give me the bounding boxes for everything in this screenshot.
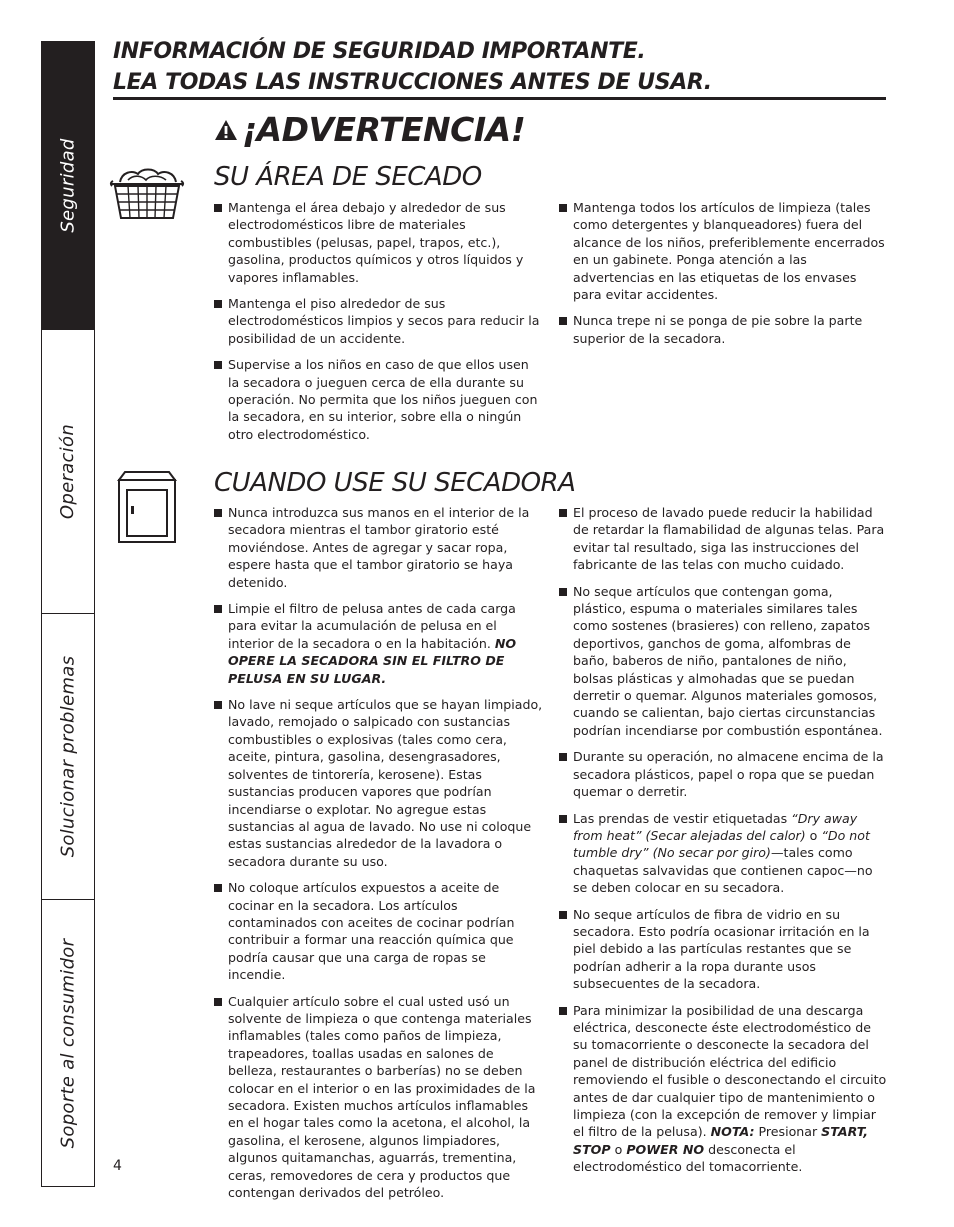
section-title-area-de-secado: SU ÁREA DE SECADO <box>214 162 482 192</box>
list-item: El proceso de lavado puede reducir la habilidad de retardar la flamabilidad de algunas telas. Para evitar tal resultado, siga las instrucciones del fabricante de las telas con mucho cuidado. <box>559 504 889 574</box>
list-item: No seque artículos que contengan goma, plástico, espuma o materiales similares tales como sostenes (brasieres) con relleno, zapatos deportivos, ganchos de goma, alfombras de baño, baberos de niño, pantalones de niño, bolsas plásticas y almohadas que se puedan derretir o quemar. Algunos materiales gomosos, cuando se calientan, bajo ciertas circunstancias podrían incendiarse por combustión espontánea. <box>559 583 889 740</box>
tab-operacion[interactable]: Operación <box>42 330 94 614</box>
list-item: Para minimizar la posibilidad de una descarga eléctrica, desconecte éste electrodoméstico de su tomacorriente o desconecte la secadora del panel de distribución eléctrica del edificio removiendo el fusible o desconectando el circuito antes de dar cualquier tipo de mantenimiento o limpieza (con la excepción de remover y limpiar el filtro de la pelusa). NOTA: Presionar START, STOP o POWER NO desconecta el electrodoméstico del tomacorriente. <box>559 1002 889 1176</box>
list-item: Limpie el filtro de pelusa antes de cada carga para evitar la acumulación de pelusa en el interior de la secadora o en la habitación. NO OPERE LA SECADORA SIN EL FILTRO DE PELUSA EN SU LUGAR. <box>214 600 544 687</box>
list-item: No lave ni seque artículos que se hayan limpiado, lavado, remojado o salpicado con sustancias combustibles o explosivas (tales como cera, aceite, pintura, gasolina, desengrasadores, solventes de tintorería, kerosene). Estas sustancias producen vapores que podrían incendiarse o explotar. No agregue estas sustancias al agua de lavado. No use ni coloque estas sustancias alrededor de la lavadora o secadora durante su uso. <box>214 696 544 870</box>
list-item: Las prendas de vestir etiquetadas “Dry away from heat” (Secar alejadas del calor) o “Do not tumble dry” (No secar por giro)—tales como chaquetas salvavidas que contienen capoc—no se deben colocar en su secadora. <box>559 810 889 897</box>
list-item: Durante su operación, no almacene encima de la secadora plásticos, papel o ropa que se puedan quemar o derretir. <box>559 748 889 800</box>
section2-left-column <box>214 504 544 1210</box>
list-item: Supervise a los niños en caso de que ellos usen la secadora o jueguen cerca de ella durante su operación. No permita que los niños jueguen con la secadora, en su interior, sobre ella o ningún otro electrodoméstico. <box>214 356 542 443</box>
side-tabs <box>41 41 95 1187</box>
list-item: Mantenga el piso alrededor de sus electrodomésticos limpios y secos para reducir la posibilidad de un accidente. <box>214 295 542 347</box>
list-item: No seque artículos de fibra de vidrio en su secadora. Esto podría ocasionar irritación en la piel debido a las partículas restantes que se podrían adherir a la ropa durante usos subsecuentes de la secadora. <box>559 906 889 993</box>
section2-right-column <box>559 504 889 1185</box>
section-title-cuando-use-su-secadora: CUANDO USE SU SECADORA <box>214 468 576 498</box>
list-item: Mantenga el área debajo y alrededor de sus electrodomésticos libre de materiales combustibles (pelusas, papel, trapos, etc.), gasolina, productos químicos y otros líquidos y vapores inflamables. <box>214 199 542 286</box>
warning-heading <box>214 110 525 149</box>
header-rule <box>113 97 886 100</box>
warning-title: ¡ADVERTENCIA! <box>242 110 526 149</box>
list-item: Nunca introduzca sus manos en el interior de la secadora mientras el tambor giratorio esté moviéndose. Antes de agregar y sacar ropa, espere hasta que el tambor giratorio se haya detenido. <box>214 504 544 591</box>
page-number: 4 <box>113 1158 122 1174</box>
list-item: No coloque artículos expuestos a aceite de cocinar en la secadora. Los artículos contaminados con aceites de cocinar podrían contribuir a formar una reacción química que podría causar que una carga de ropas se incendie. <box>214 879 544 983</box>
laundry-basket-icon <box>108 166 186 222</box>
dryer-icon <box>117 470 177 545</box>
warning-triangle-icon <box>214 119 238 141</box>
list-item: Mantenga todos los artículos de limpieza (tales como detergentes y blanqueadores) fuera del alcance de los niños, preferiblemente encerrados en un gabinete. Ponga atención a las advertencias en las etiquetas de los envases para evitar accidentes. <box>559 199 887 303</box>
header-line-2: LEA TODAS LAS INSTRUCCIONES ANTES DE USAR. <box>113 70 712 95</box>
list-item: Nunca trepe ni se ponga de pie sobre la parte superior de la secadora. <box>559 312 887 347</box>
tab-solucionar-problemas[interactable]: Solucionar problemas <box>42 614 94 900</box>
tab-seguridad[interactable]: Seguridad <box>42 42 94 330</box>
tab-soporte-al-consumidor[interactable]: Soporte al consumidor <box>57 938 79 1148</box>
list-item: Cualquier artículo sobre el cual usted usó un solvente de limpieza o que contenga materiales inflamables (tales como paños de limpieza, trapeadores, toallas usadas en salones de belleza, restaurantes o barberías) no se deben colocar en el interior o en las proximidades de la secadora. Existen muchos artículos inflamables en el hogar tales como la acetona, el alcohol, la gasolina, el kerosene, algunos limpiadores, algunos quitamanchas, aguarrás, trementina, ceras, removedores de cera y productos que contengan derivados del petróleo. <box>214 993 544 1202</box>
section1-left-column <box>214 199 542 452</box>
page-header <box>113 36 885 98</box>
section1-right-column <box>559 199 887 356</box>
header-line-1: INFORMACIÓN DE SEGURIDAD IMPORTANTE. <box>113 39 646 64</box>
